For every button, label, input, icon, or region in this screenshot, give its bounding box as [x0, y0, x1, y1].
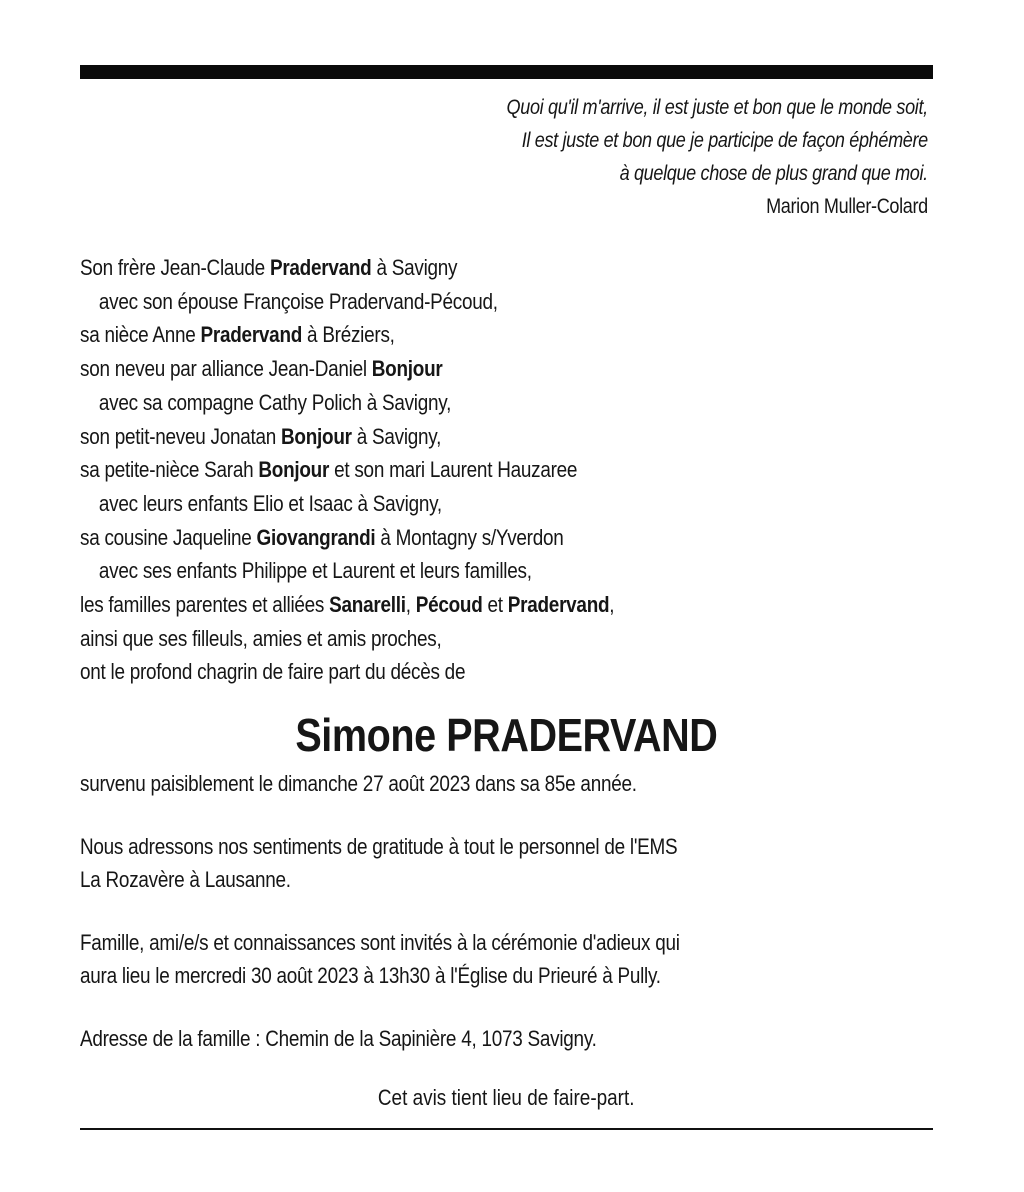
- epigraph-quote: [199, 91, 933, 223]
- family-line: les familles parentes et alliées Sanarelli, Pécoud et Pradervand,: [80, 592, 615, 618]
- gratitude-paragraph: Nous adressons nos sentiments de gratitude à tout le personnel de l'EMS La Rozavère à Lausanne.: [80, 834, 678, 893]
- quote-line: à quelque chose de plus grand que moi.: [619, 162, 928, 185]
- obituary-notice: [80, 65, 933, 1130]
- ceremony-paragraph: Famille, ami/e/s et connaissances sont invités à la cérémonie d'adieux qui aura lieu le mercredi 30 août 2023 à 13h30 à l'Église du Prieuré à Pully.: [80, 930, 680, 989]
- deceased-name: Simone PRADERVAND: [295, 709, 718, 762]
- top-rule: [80, 65, 933, 79]
- bottom-rule: [80, 1128, 933, 1130]
- family-list: [80, 251, 940, 689]
- family-address: Adresse de la famille : Chemin de la Sapinière 4, 1073 Savigny.: [80, 1026, 597, 1052]
- family-line: avec leurs enfants Elio et Isaac à Savigny,: [98, 490, 442, 516]
- family-line: avec son épouse Françoise Pradervand-Pécoud,: [98, 288, 498, 314]
- family-line: ont le profond chagrin de faire part du décès de: [80, 659, 466, 685]
- family-line: sa petite-nièce Sarah Bonjour et son mari Laurent Hauzaree: [80, 457, 578, 483]
- quote-line: Quoi qu'il m'arrive, il est juste et bon que le monde soit,: [506, 96, 928, 119]
- family-line: avec sa compagne Cathy Polich à Savigny,: [98, 389, 452, 415]
- family-line: Son frère Jean-Claude Pradervand à Savigny: [80, 255, 458, 280]
- family-line: avec ses enfants Philippe et Laurent et leurs familles,: [98, 558, 532, 584]
- family-line: son neveu par alliance Jean-Daniel Bonjour: [80, 356, 443, 382]
- quote-author: Marion Muller-Colard: [766, 195, 928, 218]
- family-line: son petit-neveu Jonatan Bonjour à Savigny,: [80, 423, 442, 449]
- family-line: sa cousine Jaqueline Giovangrandi à Montagny s/Yverdon: [80, 524, 564, 550]
- quote-line: Il est juste et bon que je participe de façon éphémère: [521, 129, 928, 152]
- family-line: ainsi que ses filleuls, amies et amis proches,: [80, 625, 442, 651]
- family-line: sa nièce Anne Pradervand à Bréziers,: [80, 322, 395, 348]
- closing-note: Cet avis tient lieu de faire-part.: [378, 1085, 635, 1111]
- death-announcement: survenu paisiblement le dimanche 27 août 2023 dans sa 85e année.: [80, 771, 637, 797]
